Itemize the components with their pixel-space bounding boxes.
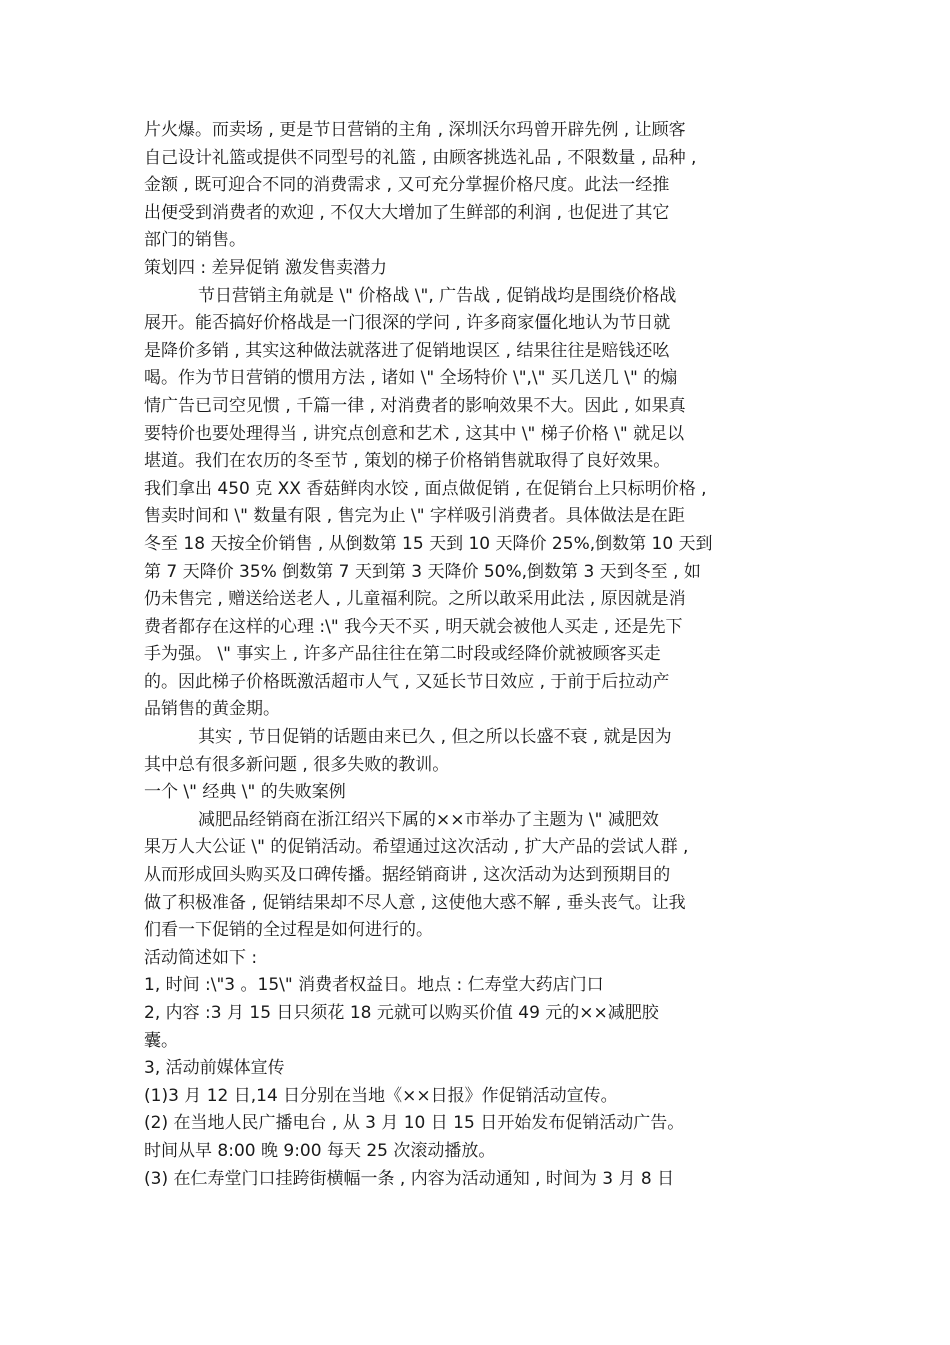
text-line: 费者都存在这样的心理 :\" 我今天不买 , 明天就会被他人买走 , 还是先下 bbox=[144, 616, 683, 637]
text-line: 做了积极准备 , 促销结果却不尽人意 , 这使他大惑不解 , 垂头丧气。让我 bbox=[144, 892, 686, 913]
text-line: 我们拿出 450 克 XX 香菇鲜肉水饺 , 面点做促销 , 在促销台上只标明价格 , bbox=[144, 478, 707, 499]
text-line: 品销售的黄金期。 bbox=[144, 699, 280, 720]
text-line: 其实 , 节日促销的话题由来已久 , 但之所以长盛不衰 , 就是因为 bbox=[144, 727, 672, 748]
text-line: 喝。作为节日营销的惯用方法 , 诸如 \" 全场特价 \",\" 买几送几 \" 的煽 bbox=[144, 368, 678, 389]
text-line: 出便受到消费者的欢迎 , 不仅大大增加了生鲜部的利润 , 也促进了其它 bbox=[144, 202, 670, 223]
text-line: 金额 , 既可迎合不同的消费需求 , 又可充分掌握价格尺度。此法一经推 bbox=[144, 175, 670, 196]
text-line: 的。因此梯子价格既激活超市人气 , 又延长节日效应 , 于前于后拉动产 bbox=[144, 671, 670, 692]
text-line: 售卖时间和 \" 数量有限 , 售完为止 \" 字样吸引消费者。具体做法是在距 bbox=[144, 506, 685, 527]
list-item: 1, 时间 :\"3 。15\" 消费者权益日。地点 : 仁寿堂大药店门口 bbox=[144, 975, 604, 996]
text-line: 第 7 天降价 35% 倒数第 7 天到第 3 天降价 50%,倒数第 3 天到冬至 , 如 bbox=[144, 561, 701, 582]
text-line: 堪道。我们在农历的冬至节 , 策划的梯子价格销售就取得了良好效果。 bbox=[144, 451, 671, 472]
text-line: 部门的销售。 bbox=[144, 230, 246, 251]
text-line: 活动简述如下 : bbox=[144, 947, 258, 968]
section-heading: 一个 \" 经典 \" 的失败案例 bbox=[144, 782, 346, 803]
text-line: 展开。能否搞好价格战是一门很深的学问 , 许多商家僵化地认为节日就 bbox=[144, 313, 671, 334]
text-line: 片火爆。而卖场 , 更是节日营销的主角 , 深圳沃尔玛曾开辟先例 , 让顾客 bbox=[144, 120, 686, 140]
list-item: 2, 内容 :3 月 15 日只须花 18 元就可以购买价值 49 元的××减肥胶 bbox=[144, 1003, 659, 1023]
text-line: 减肥品经销商在浙江绍兴下属的××市举办了主题为 \" 减肥效 bbox=[144, 809, 659, 830]
document-body bbox=[144, 117, 824, 1193]
text-line: 仍未售完 , 赠送给送老人 , 儿童福利院。之所以敢采用此法 , 原因就是消 bbox=[144, 589, 686, 610]
list-item: 3, 活动前媒体宣传 bbox=[144, 1058, 285, 1079]
list-item: (1)3 月 12 日,14 日分别在当地《××日报》作促销活动宣传。 bbox=[144, 1085, 618, 1106]
text-line: 冬至 18 天按全价销售 , 从倒数第 15 天到 10 天降价 25%,倒数第 10 天到 bbox=[144, 533, 713, 554]
text-line: 们看一下促销的全过程是如何进行的。 bbox=[144, 920, 433, 941]
text-line: 囊。 bbox=[144, 1030, 178, 1051]
section-heading: 策划四 : 差异促销 激发售卖潜力 bbox=[144, 257, 387, 278]
text-line: 其中总有很多新问题 , 很多失败的教训。 bbox=[144, 754, 450, 775]
text-line: 自己设计礼篮或提供不同型号的礼篮 , 由顾客挑选礼品 , 不限数量 , 品种 , bbox=[144, 147, 697, 168]
text-line: 手为强。 \" 事实上 , 许多产品往往在第二时段或经降价就被顾客买走 bbox=[144, 644, 661, 665]
text-line: 要特价也要处理得当 , 讲究点创意和艺术 , 这其中 \" 梯子价格 \" 就足以 bbox=[144, 423, 685, 444]
list-item: (3) 在仁寿堂门口挂跨街横幅一条 , 内容为活动通知 , 时间为 3 月 8 日 bbox=[144, 1168, 675, 1189]
text-line: 节日营销主角就是 \" 价格战 \", 广告战 , 促销战均是围绕价格战 bbox=[144, 285, 677, 306]
text-line: 果万人大公证 \" 的促销活动。希望通过这次活动 , 扩大产品的尝试人群 , bbox=[144, 837, 689, 858]
text-line: 情广告已司空见惯 , 千篇一律 , 对消费者的影响效果不大。因此 , 如果真 bbox=[144, 395, 686, 416]
list-item: (2) 在当地人民广播电台 , 从 3 月 10 日 15 日开始发布促销活动广告。 bbox=[144, 1113, 685, 1134]
text-line: 时间从早 8:00 晚 9:00 每天 25 次滚动播放。 bbox=[144, 1140, 496, 1161]
text-line: 是降价多销 , 其实这种做法就落进了促销地误区 , 结果往往是赔钱还吆 bbox=[144, 340, 670, 361]
text-line: 从而形成回头购买及口碑传播。据经销商讲 , 这次活动为达到预期目的 bbox=[144, 865, 671, 886]
